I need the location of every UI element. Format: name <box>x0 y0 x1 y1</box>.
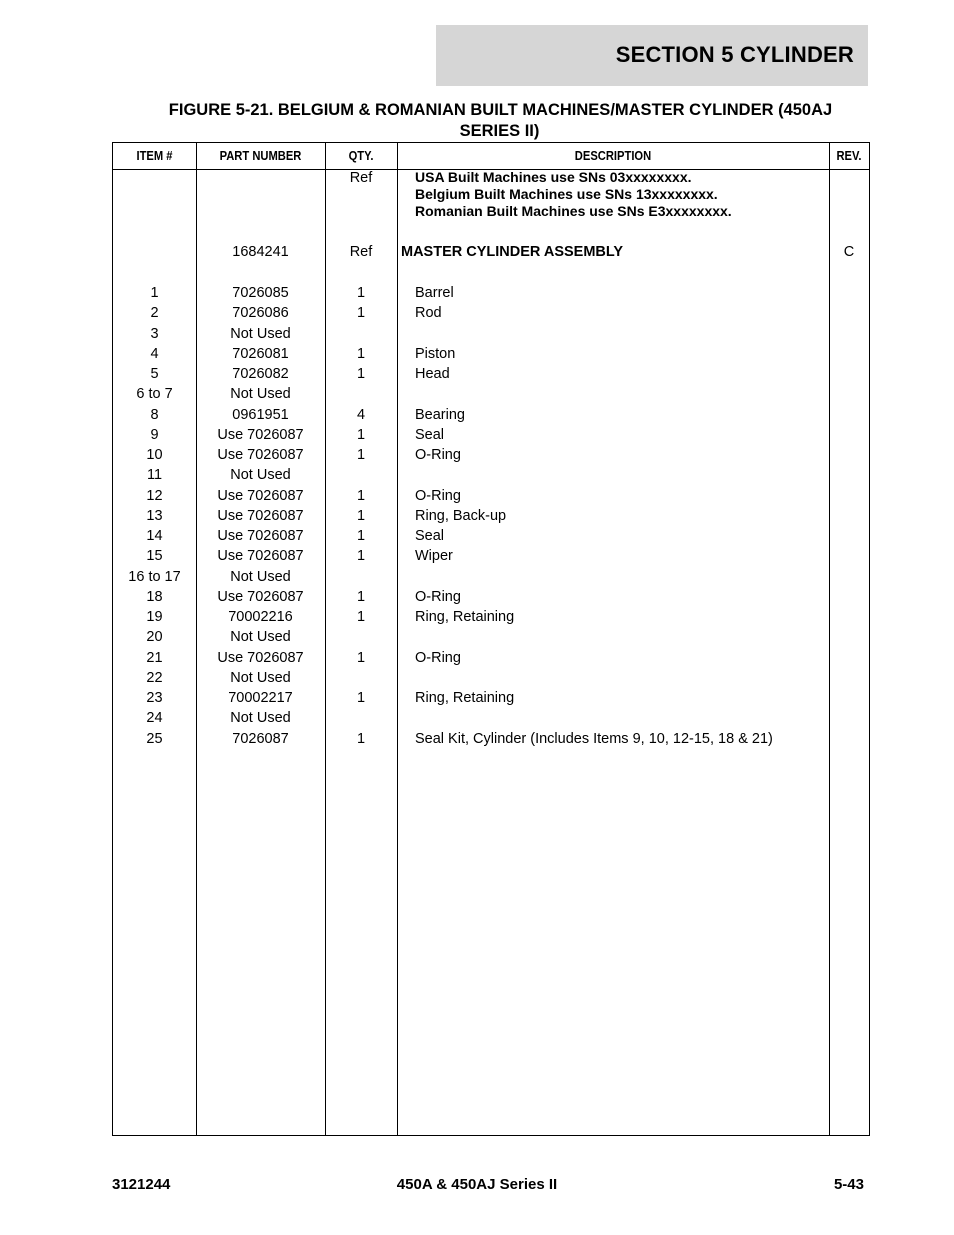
table-row-item-number: 10 <box>146 447 163 463</box>
header-part-number: PART NUMBER <box>219 148 302 163</box>
table-row-item-number: 13 <box>146 507 163 524</box>
table-row-quantity: 1 <box>356 548 366 565</box>
table-row-quantity: 1 <box>356 588 366 605</box>
table-row-description: Ring, Retaining <box>415 609 515 625</box>
table-row-quantity: 1 <box>356 730 366 747</box>
table-row-item-number: 16 to 17 <box>128 568 181 585</box>
table-row-description: Seal <box>415 426 445 443</box>
table-row-description: Seal Kit, Cylinder (Includes Items 9, 10, 12-15, 18 & 21) <box>415 730 773 747</box>
parts-table <box>112 142 870 1136</box>
header-description: DESCRIPTION <box>574 148 652 163</box>
assembly-qty: Ref <box>349 244 373 260</box>
table-row-description: Barrel <box>415 285 454 301</box>
table-row-quantity: 1 <box>356 426 366 443</box>
table-row-part-number: 7026086 <box>232 305 289 322</box>
table-row-quantity: 1 <box>356 447 366 463</box>
table-row-part-number: Use 7026087 <box>217 447 304 463</box>
table-row-part-number: Use 7026087 <box>217 588 304 605</box>
table-row-quantity: 1 <box>356 507 366 524</box>
table-row-part-number: Not Used <box>230 325 291 342</box>
table-row-description: O-Ring <box>415 649 461 666</box>
table-row-item-number: 11 <box>146 467 163 484</box>
doc-number: 3121244 <box>112 1176 171 1193</box>
table-row-description: O-Ring <box>415 588 461 605</box>
table-row-description: Ring, Retaining <box>415 690 515 706</box>
note-line: Belgium Built Machines use SNs 13xxxxxxxx. <box>415 186 718 202</box>
table-row-quantity: 1 <box>356 690 366 706</box>
table-row-part-number: 70002217 <box>228 690 293 706</box>
table-row-quantity: 1 <box>356 285 366 301</box>
table-row-part-number: Use 7026087 <box>217 426 304 443</box>
header-qty: QTY. <box>348 148 374 163</box>
section-title: SECTION 5 CYLINDER <box>615 42 854 67</box>
table-row-part-number: Not Used <box>230 629 291 646</box>
table-row-item-number: 15 <box>146 548 163 565</box>
table-row-item-number: 19 <box>146 609 163 625</box>
assembly-part-number: 1684241 <box>232 244 289 260</box>
table-row-quantity: 4 <box>356 406 366 423</box>
table-row-part-number: 7026087 <box>232 730 289 747</box>
table-row-part-number: Not Used <box>230 669 291 686</box>
table-row-item-number: 2 <box>150 305 159 322</box>
table-row-description: O-Ring <box>415 487 461 504</box>
figure-title <box>112 100 869 142</box>
table-row-item-number: 24 <box>146 710 163 727</box>
assembly-description: MASTER CYLINDER ASSEMBLY <box>401 244 624 260</box>
table-row-part-number: Use 7026087 <box>217 528 304 544</box>
table-row-item-number: 4 <box>150 345 159 362</box>
page-number: 5-43 <box>833 1176 864 1193</box>
table-row-part-number: Use 7026087 <box>217 507 304 524</box>
table-row-part-number: 7026082 <box>232 366 289 382</box>
table-row-part-number: Not Used <box>230 568 291 585</box>
header-item: ITEM # <box>136 148 173 163</box>
table-row-quantity: 1 <box>356 528 366 544</box>
model-name: 450A & 450AJ Series II <box>396 1176 558 1193</box>
table-row-description: Ring, Back-up <box>415 507 507 524</box>
table-row-part-number: Not Used <box>230 710 291 727</box>
table-row-description: Piston <box>415 345 456 362</box>
figure-title-line1: FIGURE 5-21. BELGIUM & ROMANIAN BUILT MACHINES/MASTER CYLINDER (450AJ <box>168 101 833 119</box>
table-row-description: Wiper <box>415 548 453 565</box>
section-banner <box>436 25 868 86</box>
table-row-part-number: 0961951 <box>232 406 289 423</box>
table-row-item-number: 21 <box>146 649 163 666</box>
header-rev: REV. <box>836 148 862 163</box>
table-row-part-number: Use 7026087 <box>217 548 304 565</box>
table-row-item-number: 18 <box>146 588 163 605</box>
note-line: Romanian Built Machines use SNs E3xxxxxxxx. <box>415 203 732 219</box>
column-divider <box>397 143 398 1135</box>
note-line: USA Built Machines use SNs 03xxxxxxxx. <box>415 169 692 185</box>
table-row-item-number: 8 <box>150 406 159 423</box>
note-qty: Ref <box>349 170 373 186</box>
figure-title-line2: SERIES II) <box>459 122 540 140</box>
table-row-quantity: 1 <box>356 366 366 382</box>
assembly-rev: C <box>843 244 855 260</box>
table-row-description: O-Ring <box>415 447 461 463</box>
table-row-part-number: 7026085 <box>232 285 289 301</box>
table-row-quantity: 1 <box>356 487 366 504</box>
table-row-item-number: 5 <box>150 366 159 382</box>
table-row-part-number: Use 7026087 <box>217 487 304 504</box>
table-row-item-number: 25 <box>146 730 163 747</box>
table-row-item-number: 14 <box>146 528 163 544</box>
table-row-description: Bearing <box>415 406 465 423</box>
table-row-part-number: Not Used <box>230 467 291 484</box>
table-row-item-number: 22 <box>146 669 163 686</box>
table-row-part-number: 7026081 <box>232 345 289 362</box>
table-row-quantity: 1 <box>356 649 366 666</box>
column-divider <box>829 143 830 1135</box>
table-row-part-number: Use 7026087 <box>217 649 304 666</box>
table-row-item-number: 1 <box>150 285 159 301</box>
table-row-item-number: 23 <box>146 690 163 706</box>
table-row-part-number: Not Used <box>230 386 291 403</box>
table-row-item-number: 20 <box>146 629 163 646</box>
table-row-quantity: 1 <box>356 609 366 625</box>
table-row-item-number: 3 <box>150 325 159 342</box>
table-row-quantity: 1 <box>356 345 366 362</box>
table-row-quantity: 1 <box>356 305 366 322</box>
table-row-item-number: 6 to 7 <box>136 386 173 403</box>
table-row-description: Head <box>415 366 450 382</box>
table-row-description: Rod <box>415 305 442 322</box>
serial-number-note <box>415 169 732 220</box>
table-row-item-number: 12 <box>146 487 163 504</box>
table-row-part-number: 70002216 <box>228 609 293 625</box>
table-row-description: Seal <box>415 528 445 544</box>
table-row-item-number: 9 <box>150 426 159 443</box>
